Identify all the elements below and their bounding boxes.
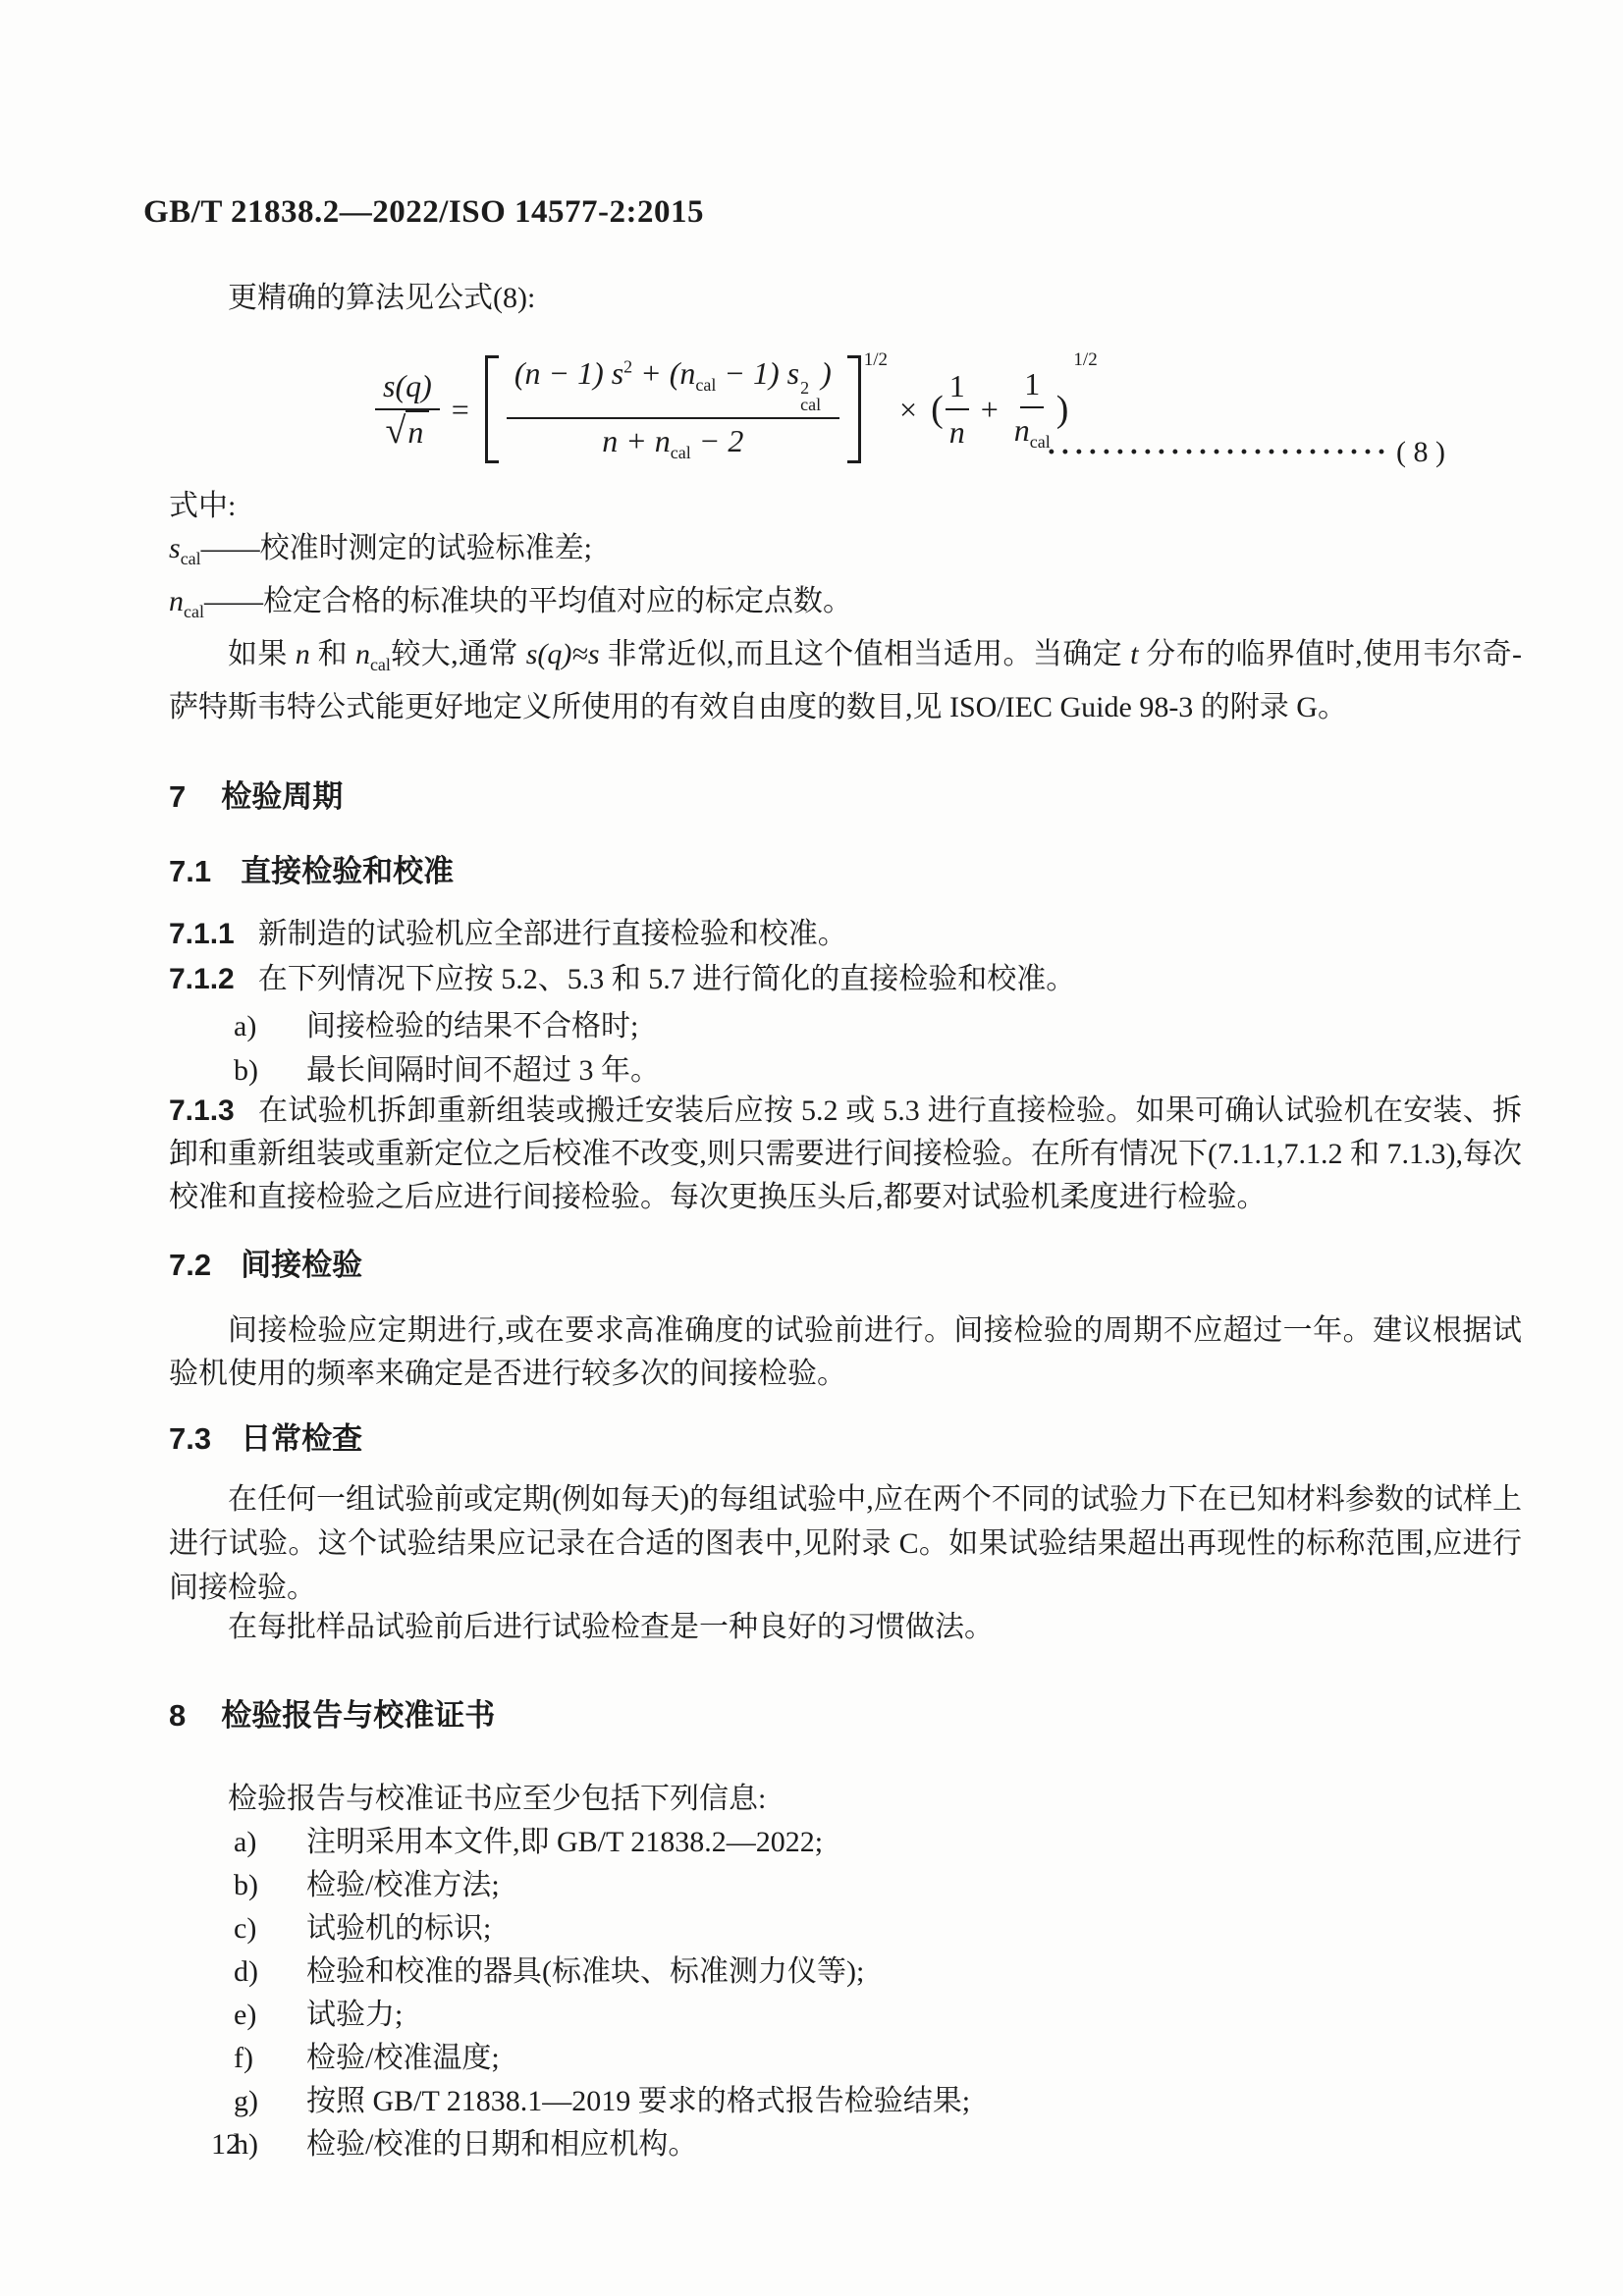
formula-main-fraction — [507, 355, 839, 463]
bracket-group — [485, 355, 861, 463]
var-n: n — [295, 638, 310, 670]
equals-sign: = — [451, 391, 469, 427]
times-sign: × — [899, 391, 918, 427]
formula-main-denominator: $n + n_{cal} - 2$ — [602, 423, 744, 462]
section-heading-7-3: 7.3 日常检查 — [169, 1421, 363, 1456]
formula-main-numerator: (n − 1) $s^2 + (n_{cal} - 1)$ s 2 cal ) — [507, 355, 839, 419]
var-ncal: n — [354, 638, 370, 670]
section-heading-7-1: 7.1 直接检验和校准 — [169, 854, 455, 888]
equation-8 — [169, 349, 1522, 483]
open-paren: ( — [931, 389, 944, 430]
report-item-g: g) 按照 GB/T 21838.1—2019 要求的格式报告检验结果; — [234, 2085, 971, 2117]
formula-lhs-fraction — [375, 368, 440, 451]
report-item-f: f) 检验/校准温度; — [234, 2042, 500, 2074]
section-heading-7: 7 检验周期 — [169, 779, 344, 814]
one-over-ncal: $\frac{1}{n_{cal}}$ — [1013, 366, 1051, 452]
term-ncal: $n_{cal}——$检定合格的标准块的平均值对应的标定点数。 — [169, 585, 852, 621]
lead-paragraph: 更精确的算法见公式(8): — [228, 282, 536, 314]
var-sq: s(q)≈s — [525, 638, 600, 670]
report-item-d: d) 检验和校准的器具(标准块、标准测力仪等); — [234, 1955, 865, 1988]
equation-number-line — [1047, 436, 1445, 469]
list-item-b: b) 最长间隔时间不超过 3 年。 — [234, 1054, 660, 1087]
rhs-exponent: 1/2 — [1073, 349, 1098, 370]
section-heading-7-2: 7.2 间接检验 — [169, 1248, 363, 1282]
list-item-a: a) 间接检验的结果不合格时; — [234, 1010, 639, 1042]
where-label: 式中: — [169, 490, 237, 522]
page-number: 12 — [211, 2128, 241, 2161]
page-content — [143, 0, 1523, 2166]
report-item-h: h) 检验/校准的日期和相应机构。 — [234, 2128, 698, 2161]
dot-leader: ························· — [1046, 436, 1391, 468]
formula-lhs-denominator: √n — [377, 410, 437, 451]
var-t: t — [1130, 638, 1139, 670]
approximation-paragraph: 如果 n 和 $n_{cal}$较大,通常 s(q)≈s 非常近似,而且这个值相当适用。当确定 t 分布的临界值时,使用韦尔奇-萨特斯韦特公式能更好地定义所使用的有效自由度的数目,见 ISO/IEC Guide 98-3 的附录 G。 — [169, 638, 1523, 723]
equation-number: ( 8 ) — [1396, 436, 1445, 468]
document-header: GB/T 21838.2—2022/ISO 14577-2:2015 — [143, 194, 705, 230]
sqrt-sign: √ — [385, 410, 406, 452]
paragraph-7-3-2: 在每批样品试验前后进行试验检查是一种良好的习惯做法。 — [228, 1611, 994, 1643]
close-paren: ) — [1055, 389, 1069, 430]
clause-7-1-3: 7.1.3 在试验机拆卸重新组装或搬迁安装后应按 5.2 或 5.3 进行直接检验。如果可确认试验机在安装、拆卸和重新组装或重新定位之后校准不改变,则只需要进行间接检验。在所有情况下(7.1.1,7.1.2 和 7.1.3),每次校准和直接检验之后应进行间接检验。每次更换压头后,都要对试验机柔度进行检验。 — [169, 1095, 1522, 1213]
clause-7-1-2: 7.1.2 在下列情况下应按 5.2、5.3 和 5.7 进行简化的直接检验和校准。 — [169, 963, 1076, 995]
report-item-e: e) 试验力; — [234, 1999, 404, 2031]
bracket-exponent: 1/2 — [863, 349, 889, 370]
report-item-c: c) 试验机的标识; — [234, 1912, 492, 1945]
section-heading-8: 8 检验报告与校准证书 — [169, 1698, 496, 1733]
report-item-a: a) 注明采用本文件,即 GB/T 21838.2—2022; — [234, 1826, 824, 1858]
plus-sign: + — [980, 391, 999, 427]
report-item-b: b) 检验/校准方法; — [234, 1869, 500, 1901]
clause-7-1-1: 7.1.1 新制造的试验机应全部进行直接检验和校准。 — [169, 918, 847, 950]
paragraph-7-3-1: 在任何一组试验前或定期(例如每天)的每组试验中,应在两个不同的试验力下在已知材料参数的试样上进行试验。这个试验结果应记录在合适的图表中,见附录 C。如果试验结果超出再现性的标称范围,应进行间接检验。 — [169, 1483, 1522, 1604]
term-scal: $s_{cal}——$校准时测定的试验标准差; — [169, 532, 593, 568]
left-bracket — [485, 355, 499, 463]
paragraph-8-intro: 检验报告与校准证书应至少包括下列信息: — [228, 1783, 767, 1815]
formula-lhs-numerator: s(q) — [375, 368, 440, 410]
one-over-n: $\frac{1}{n}$ — [946, 368, 969, 451]
paragraph-7-2: 间接检验应定期进行,或在要求高准确度的试验前进行。间接检验的周期不应超过一年。建议根据试验机使用的频率来确定是否进行较多次的间接检验。 — [169, 1314, 1522, 1390]
formula — [375, 349, 1098, 463]
right-bracket — [847, 355, 861, 463]
